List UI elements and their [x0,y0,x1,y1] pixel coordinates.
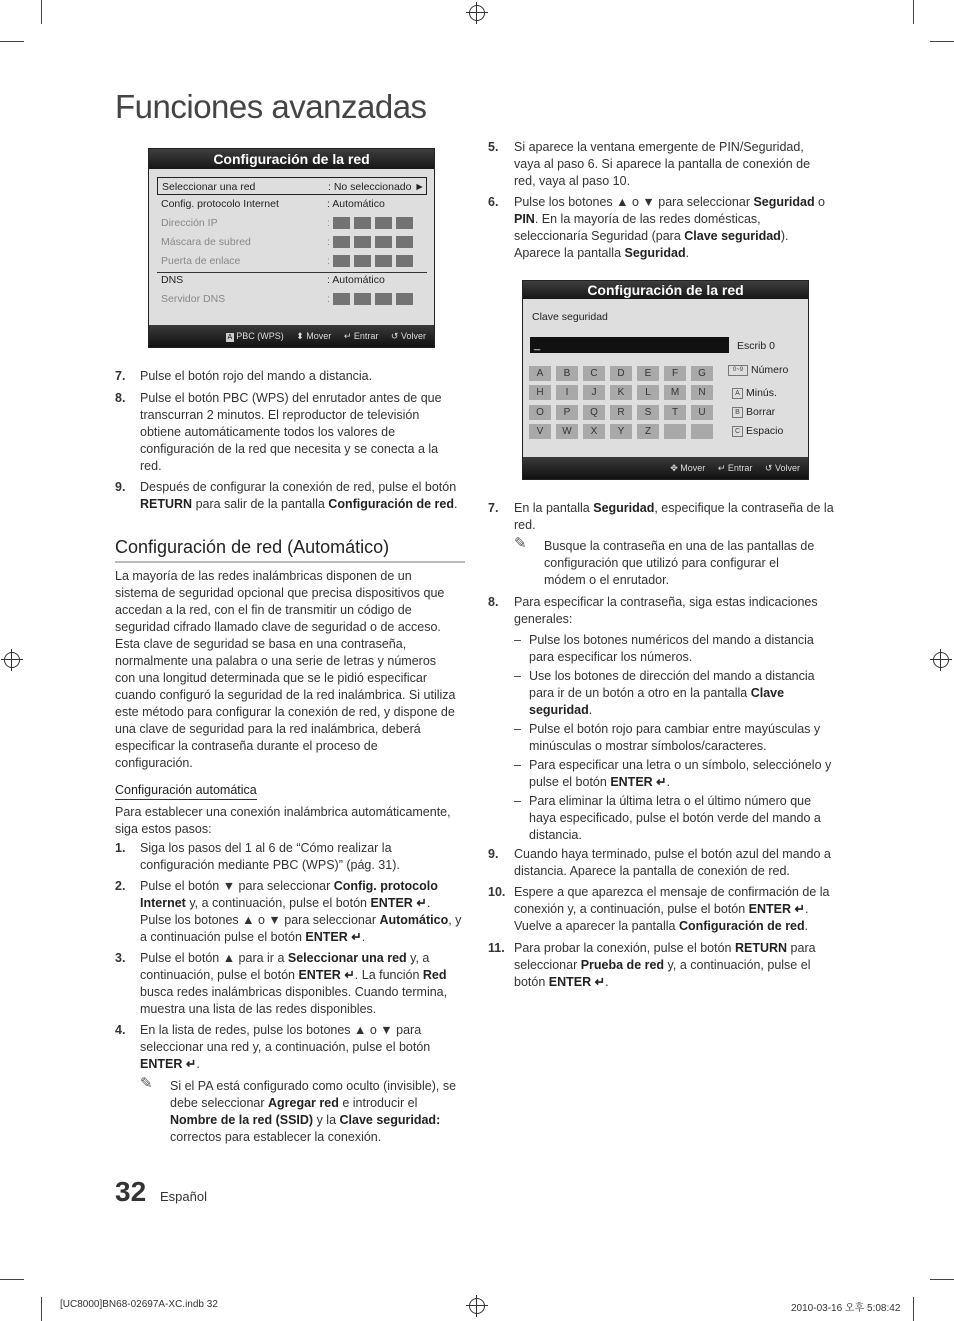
bullet-dash: – [514,758,521,772]
side-space: C Espacio [732,425,783,437]
menu-row-gateway [157,252,427,270]
bullet-3: Pulse el botón rojo para cambiar entre mayúsculas y minúsculas o mostrar símbolos/caracteres. [529,722,821,753]
step-number: 11. [488,941,505,955]
row-label: Config. protocolo Internet [161,198,279,210]
field-label: Clave seguridad [532,311,608,323]
row-label: Máscara de subred [161,236,251,248]
enter-icon: ↵ [343,331,352,341]
step-11-text: Para probar la conexión, pulse el botón RETURN para seleccionar Prueba de red y, a continuación, pulse el botón ENTER ↵. [514,941,816,989]
footer-back: ↺ Volver [390,331,426,341]
bullet-dash: – [514,669,521,683]
step-4-text: En la lista de redes, pulse los botones ▲ o ▼ para seleccionar una red y, a continuación, pulse el botón ENTER ↵. [140,1023,431,1071]
crop-mark [0,1279,24,1280]
step-2-text: Pulse el botón ▼ para seleccionar Config. protocolo Internet y, a continuación, pulse el botón ENTER ↵. Pulse los botones ▲ o ▼ para seleccionar Automático, y a continuación pulse el botón ENTER ↵. [140,879,462,944]
key-t[interactable]: T [664,405,686,420]
screen-title: Configuración de la red [523,281,808,299]
step-number: 7. [488,501,499,515]
step-number: 2. [115,879,126,893]
b-key-icon: B [732,407,743,418]
key-o[interactable]: O [529,405,551,420]
step-1-text: Siga los pasos del 1 al 6 de “Cómo realizar la configuración mediante PBC (WPS)” (pág. 31). [140,841,400,872]
key-c[interactable]: C [583,366,605,381]
note-icon: ✎ [140,1075,153,1092]
row-value: : Automático [327,274,385,286]
menu-row-subnet-mask [157,233,427,251]
key-a[interactable]: A [529,366,551,381]
enter-icon: ↵ [794,902,805,916]
note-icon: ✎ [514,535,527,552]
row-value: : [327,252,417,270]
enter-icon: ↵ [656,775,667,789]
enter-icon: ↵ [416,896,427,910]
footer-move: ✥ Mover [670,463,706,473]
footer-enter: ↵ Entrar [343,331,379,341]
registration-mark-icon [469,5,485,21]
side-number: 0~9 Número [728,364,788,376]
step-10-text: Espere a que aparezca el mensaje de confirmación de la conexión y, a continuación, pulse el botón ENTER ↵. Vuelve a aparecer la pantalla Configuración de red. [514,885,830,933]
security-key-input[interactable]: _ [530,337,729,353]
page-title: Funciones avanzadas [115,88,427,125]
menu-row-dns-server [157,290,427,308]
crop-mark [930,1279,954,1280]
crop-mark [41,1297,42,1321]
side-delete: B Borrar [732,406,775,418]
row-label: DNS [161,274,184,286]
bullet-5: Para eliminar la última letra o el último número que haya especificado, pulse el botón verde del mando a distancia. [529,794,821,842]
row-label: Servidor DNS [161,293,226,305]
row-label: Dirección IP [161,217,218,229]
key-q[interactable]: Q [583,405,605,420]
print-file-info: [UC8000]BN68-02697A-XC.indb 32 [60,1299,218,1310]
key-p[interactable]: P [556,405,578,420]
key-j[interactable]: J [583,385,605,400]
key-h[interactable]: H [529,385,551,400]
bullet-dash: – [514,633,521,647]
char-counter: Escrib 0 [737,340,775,352]
footer-back: ↺ Volver [764,463,800,473]
row-label: Puerta de enlace [161,255,241,267]
section-intro: La mayoría de las redes inalámbricas disponen de un sistema de seguridad opcional que precisa dispositivos que accedan a la red, con el fin de transmitir un código de seguridad cifrado llamado clave de seguridad o de acceso. Esta clave de seguridad se basa en una contraseña, normalmente una palabra o una serie de letras y números con una longitud determinada que se le pidió especificar cuando configuró la seguridad de la red inalámbrica. Si utiliza este método para configurar la conexión de red, y dispone de una clave de seguridad para la red inalámbrica, deberá especificar la contraseña durante el proceso de configuración. [115,569,456,770]
key-v[interactable]: V [529,424,551,439]
footer-move: ⬍ Mover [296,331,332,341]
row-value: : [327,290,417,308]
key-k[interactable]: K [610,385,632,400]
c-key-icon: C [732,426,743,437]
step-number: 5. [488,140,499,154]
step-number: 10. [488,885,506,899]
return-icon: ↺ [764,463,773,473]
key-l[interactable]: L [637,385,659,400]
step-number: 9. [115,480,126,494]
key-n[interactable]: N [691,385,713,400]
key-r[interactable]: R [610,405,632,420]
section-heading: Configuración de red (Automático) [115,537,390,557]
key-f[interactable]: F [664,366,686,381]
registration-mark-icon [469,1298,485,1314]
step-8-text: Para especificar la contraseña, siga estas indicaciones generales: [514,595,818,626]
bullet-dash: – [514,722,521,736]
key-y[interactable]: Y [610,424,632,439]
a-key-icon: A [732,388,743,399]
registration-mark-icon [933,652,949,668]
menu-row-dns[interactable] [157,271,427,289]
enter-icon: ↵ [351,930,362,944]
a-key-icon: A [227,334,233,341]
step-number: 6. [488,195,499,209]
step-number: 9. [488,847,499,861]
step-3-text: Pulse el botón ▲ para ir a Seleccionar una red y, a continuación, pulse el botón ENTER ↵. La función Red busca redes inalámbricas disponibles. Cuando termina, muestra una lista de las redes disponibles. [140,951,448,1016]
key-blank[interactable] [664,424,686,439]
crop-mark [913,1297,914,1321]
move-icon: ⬍ [296,331,304,341]
bullet-4: Para especificar una letra o un símbolo, selecciónelo y pulse el botón ENTER ↵. [529,758,832,789]
sub-heading: Configuración automática [115,782,257,800]
side-minus: A Minús. [732,387,777,399]
step-number: 1. [115,841,126,855]
menu-row-select-network[interactable] [157,177,427,195]
row-value: : No seleccionado ► [328,181,425,193]
security-key-screen [522,280,809,480]
print-date-info: 2010-03-16 오후 5:08:42 [791,1303,901,1314]
step-number: 4. [115,1023,126,1037]
number-key-icon: 0~9 [728,365,748,376]
screen-title: Configuración de la red [149,149,434,169]
enter-icon: ↵ [594,975,606,989]
key-i[interactable]: I [556,385,578,400]
step-9-text: Después de configurar la conexión de red, pulse el botón RETURN para salir de la pantalla Configuración de red. [140,480,458,511]
page-number: 32 [115,1176,147,1207]
footer-enter: ↵ Entrar [717,463,753,473]
move-icon: ✥ [670,463,678,473]
footer-pbc: A PBC (WPS) [227,331,284,341]
menu-row-ip-address [157,214,427,232]
key-m[interactable]: M [664,385,686,400]
page-language: Español [160,1189,207,1204]
step-number: 8. [488,595,499,609]
row-value: : [327,233,417,251]
screen-footer [149,325,434,347]
step-7-text: Pulse el botón rojo del mando a distancia. [140,369,373,383]
bullet-2: Use los botones de dirección del mando a distancia para ir de un botón a otro en la pantalla Clave seguridad. [529,669,815,717]
network-settings-screen [148,148,435,348]
section-underline [115,561,465,563]
crop-mark [913,0,914,24]
crop-mark [930,41,954,42]
step-number: 3. [115,951,126,965]
step-9-text: Cuando haya terminado, pulse el botón azul del mando a distancia. Aparece la pantalla de conexión de red. [514,847,831,878]
bullet-dash: – [514,794,521,808]
enter-icon: ↵ [185,1057,197,1071]
step-8-text: Pulse el botón PBC (WPS) del enrutador antes de que transcurran 2 minutos. El reproductor de televisión obtiene automáticamente todos los valores de configuración de la red que necesita y se conecta a la red. [140,391,442,473]
enter-icon: ↵ [344,968,355,982]
step-5-text: Si aparece la ventana emergente de PIN/Seguridad, vaya al paso 6. Si aparece la pantalla de conexión de red, vaya al paso 10. [514,140,811,188]
sub-intro: Para establecer una conexión inalámbrica automáticamente, siga estos pasos: [115,805,451,836]
crop-mark [41,0,42,24]
screen-footer [523,457,808,479]
step-number: 8. [115,391,126,405]
row-value: : [327,214,417,232]
step-7-text: En la pantalla Seguridad, especifique la contraseña de la red. [514,501,834,532]
note-text: Busque la contraseña en una de las pantallas de configuración que utilizó para configurar el módem o el enrutador. [544,539,815,587]
key-b[interactable]: B [556,366,578,381]
step-number: 7. [115,369,126,383]
key-w[interactable]: W [556,424,578,439]
return-icon: ↺ [390,331,399,341]
key-e[interactable]: E [637,366,659,381]
key-z[interactable]: Z [637,424,659,439]
note-text: Si el PA está configurado como oculto (invisible), se debe seleccionar Agregar red e introducir el Nombre de la red (SSID) y la Clave seguridad: correctos para establecer la conexión. [170,1079,457,1144]
key-u[interactable]: U [691,405,713,420]
enter-icon: ↵ [717,463,726,473]
key-d[interactable]: D [610,366,632,381]
key-s[interactable]: S [637,405,659,420]
bullet-1: Pulse los botones numéricos del mando a distancia para especificar los números. [529,633,814,664]
menu-row-ip-protocol[interactable] [157,195,427,213]
key-x[interactable]: X [583,424,605,439]
row-label: Seleccionar una red [162,181,256,193]
step-6-text: Pulse los botones ▲ o ▼ para seleccionar Seguridad o PIN. En la mayoría de las redes domésticas, seleccionaría Seguridad (para Clave seguridad). Aparece la pantalla Seguridad. [514,195,826,260]
key-g[interactable]: G [691,366,713,381]
row-value: : Automático [327,198,385,210]
key-blank[interactable] [691,424,713,439]
registration-mark-icon [4,652,20,668]
crop-mark [0,41,24,42]
